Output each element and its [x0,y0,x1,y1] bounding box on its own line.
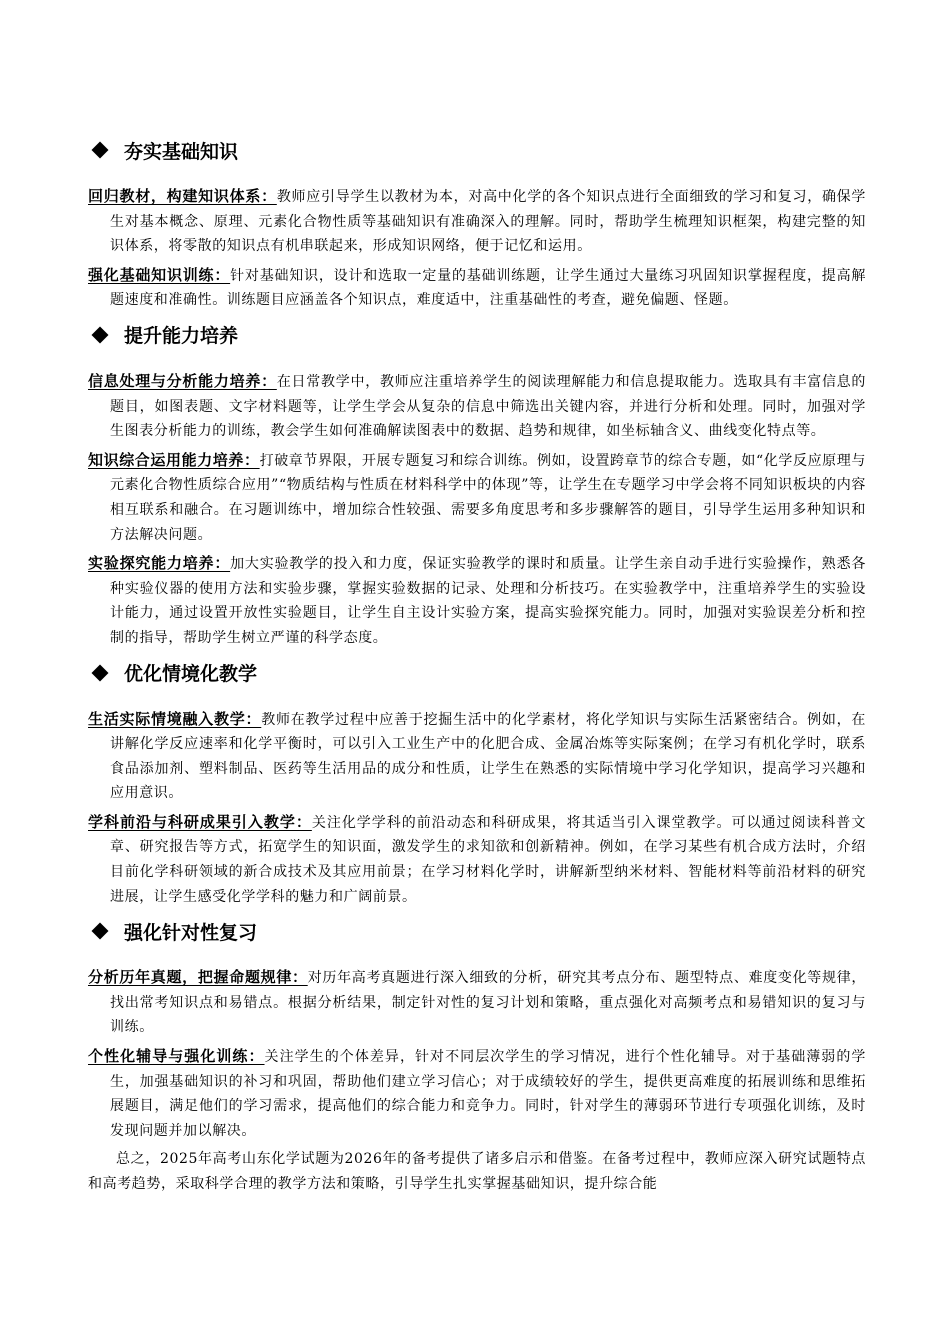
diamond-bullet-icon [92,142,109,159]
paragraph-lead: 学科前沿与科研成果引入教学： [88,812,312,831]
paragraph-lead: 个性化辅导与强化训练： [88,1047,265,1066]
diamond-bullet-icon [92,664,109,681]
paragraph-text: 教师应引导学生以教材为本，对高中化学的各个知识点进行全面细致的学习和复习，确保学生对基本概念、原理、元素化合物性质等基础知识有准确深入的理解。同时，帮助学生梳理知识框架，构建完整的知识体系，将零散的知识点有机串联起来，形成知识网络，便于记忆和运用。 [110,189,867,255]
paragraph [88,810,866,909]
paragraph-lead: 知识综合运用能力培养： [88,450,260,469]
paragraph-text: 在日常教学中，教师应注重培养学生的阅读理解能力和信息提取能力。选取具有丰富信息的题目，如图表题、文字材料题等，让学生学会从复杂的信息中筛选出关键内容，并进行分析和处理。同时，加强对学生图表分析能力的训练，教会学生如何准确解读图表中的数据、趋势和规律，如坐标轴含义、曲线变化特点等。 [110,373,867,440]
paragraph [88,707,866,806]
paragraph-lead: 实验探究能力培养： [88,554,231,573]
paragraph [88,965,866,1040]
paragraph [88,184,866,259]
paragraph-lead: 强化基础知识训练： [88,265,231,284]
paragraph [88,263,866,313]
paragraph [88,369,866,444]
diamond-bullet-icon [92,923,109,940]
paragraph [88,1044,866,1143]
paragraph [88,448,866,547]
section-title: 提升能力培养 [124,325,239,348]
paragraph-lead: 分析历年真题，把握命题规律： [88,968,308,987]
conclusion-paragraph: 总之，2025年高考山东化学试题为2026年的备考提供了诸多启示和借鉴。在备考过程中，教师应深入研究试题特点和高考趋势，采取科学合理的教学方法和策略，引导学生扎实掌握基础知识，提升综合能 [88,1151,866,1193]
paragraph-lead: 生活实际情境融入教学： [88,709,262,728]
section-heading [88,657,866,689]
paragraph-text: 教师在教学过程中应善于挖掘生活中的化学素材，将化学知识与实际生活紧密结合。例如，在讲解化学反应速率和化学平衡时，可以引入工业生产中的化肥合成、金属冶炼等实际案例；在学习有机化学时，联系食品添加剂、塑料制品、医药等生活用品的成分和性质，让学生在熟悉的实际情境中学习化学知识，提高学习兴趣和应用意识。 [110,711,866,802]
section-heading [88,319,866,351]
section-heading [88,915,866,947]
paragraph-lead: 回归教材，构建知识体系： [88,187,277,205]
paragraph-lead: 信息处理与分析能力培养： [88,371,277,390]
paragraph [88,551,866,650]
section-title: 优化情境化教学 [124,663,258,685]
paragraph-text: 关注学生的个体差异，针对不同层次学生的学习情况，进行个性化辅导。对于基础薄弱的学生，加强基础知识的补习和巩固，帮助他们建立学习信心；对于成绩较好的学生，提供更高难度的拓展训练和思维拓展题目，满足他们的学习需求，提高他们的综合能力和竞争力。同时，针对学生的薄弱环节进行专项强化训练，及时发现问题并加以解决。 [110,1049,866,1139]
section-title: 夯实基础知识 [124,140,239,163]
section-title: 强化针对性复习 [124,921,258,944]
paragraph-text: 对历年高考真题进行深入细致的分析，研究其考点分布、题型特点、难度变化等规律，找出常考知识点和易错点。根据分析结果，制定针对性的复习计划和策略，重点强化对高频考点和易错知识的复习与训练。 [110,970,866,1036]
document-body [88,134,866,1197]
paragraph-text: 打破章节界限，开展专题复习和综合训练。例如，设置跨章节的综合专题，如“化学反应原理与元素化合物性质综合应用”“物质结构与性质在材料科学中的体现”等，让学生在专题学习中学会将不同知识板块的内容相互联系和融合。在习题训练中，增加综合性较强、需要多角度思考和多步骤解答的题目，引导学生运用多种知识和方法解决问题。 [110,452,866,543]
paragraph-text: 关注化学学科的前沿动态和科研成果，将其适当引入课堂教学。可以通过阅读科普文章、研究报告等方式，拓宽学生的知识面，激发学生的求知欲和创新精神。例如，在学习某些有机合成方法时，介绍目前化学科研领域的新合成技术及其应用前景；在学习材料化学时，讲解新型纳米材料、智能材料等前沿材料的研究进展，让学生感受化学学科的魅力和广阔前景。 [110,814,867,905]
section-heading [88,134,866,166]
paragraph-text: 加大实验教学的投入和力度，保证实验教学的课时和质量。让学生亲自动手进行实验操作，熟悉各种实验仪器的使用方法和实验步骤，掌握实验数据的记录、处理和分析技巧。在实验教学中，注重培养学生的实验设计能力，通过设置开放性实验题目，让学生自主设计实验方案，提高实验探究能力。同时，加强对实验误差分析和控制的指导，帮助学生树立严谨的科学态度。 [110,556,866,646]
diamond-bullet-icon [92,326,109,343]
paragraph-text: 针对基础知识，设计和选取一定量的基础训练题，让学生通过大量练习巩固知识掌握程度，提高解题速度和准确性。训练题目应涵盖各个知识点，难度适中，注重基础性的考查，避免偏题、怪题。 [110,267,866,309]
